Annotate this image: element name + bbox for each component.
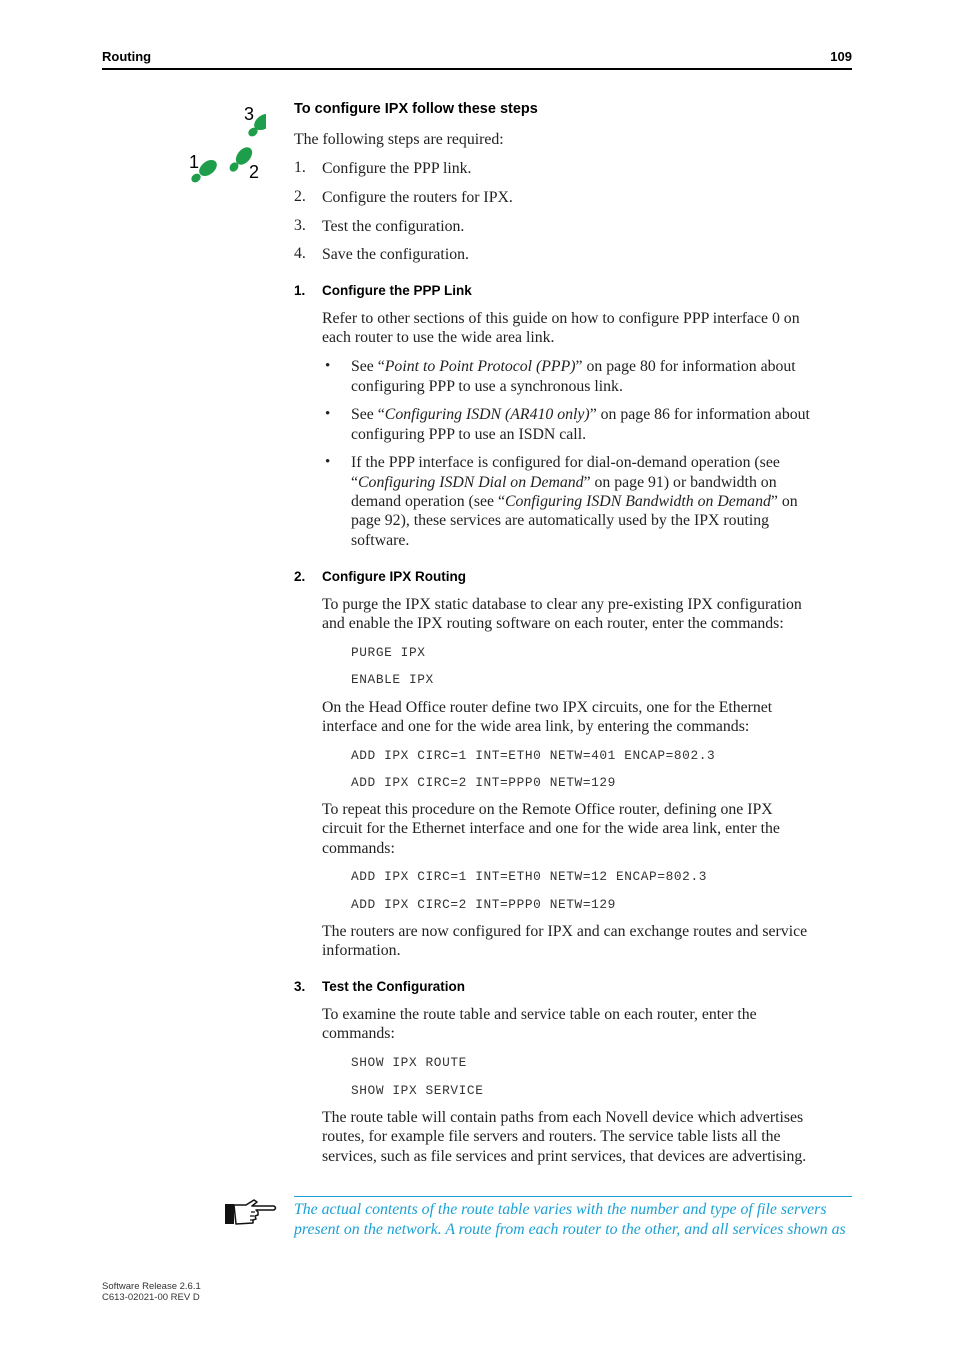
step-label-2: 2: [249, 162, 260, 182]
command-add-ipx-circ: ADD IPX CIRC=2 INT=PPP0 NETW=129: [351, 897, 616, 912]
section-1-para-line: Refer to other sections of this guide on how to configure PPP interface 0 on: [322, 310, 800, 327]
footsteps-icon: [186, 100, 266, 188]
header-rule: [102, 68, 852, 70]
note-rule: [294, 1196, 852, 1197]
step-text: Test the configuration.: [322, 218, 465, 235]
section-2-para-line: On the Head Office router define two IPX circuits, one for the Ethernet: [322, 699, 773, 716]
command-add-ipx-circ: ADD IPX CIRC=1 INT=ETH0 NETW=12 ENCAP=802.3: [351, 869, 708, 884]
section-2-para-line: The routers are now configured for IPX and can exchange routes and service: [322, 923, 808, 940]
section-3-number: 3.: [294, 979, 306, 994]
xref-bandwidth-on-demand: Configuring ISDN Bandwidth on Demand: [504, 493, 771, 510]
command-purge-ipx: PURGE IPX: [351, 645, 426, 660]
bullet-2-line-2: configuring PPP to use an ISDN call.: [351, 426, 587, 443]
procedure-heading: To configure IPX follow these steps: [294, 101, 538, 117]
step-label-3: 3: [244, 104, 255, 124]
step-text: Save the configuration.: [322, 246, 469, 263]
section-2-para-line: and enable the IPX routing software on each router, enter the commands:: [322, 615, 784, 632]
command-enable-ipx: ENABLE IPX: [351, 672, 434, 687]
step-number: 3.: [294, 217, 306, 234]
page-number: 109: [830, 49, 852, 64]
section-1-title: Configure the PPP Link: [322, 283, 472, 298]
step-text: Configure the PPP link.: [322, 160, 472, 177]
section-2-para-line: information.: [322, 942, 401, 959]
step-text: Configure the routers for IPX.: [322, 189, 513, 206]
running-header-section: Routing: [102, 49, 152, 64]
intro-lead: The following steps are required:: [294, 131, 504, 148]
section-2-para-line: To purge the IPX static database to clear any pre-existing IPX configuration: [322, 596, 802, 613]
xref-point-to-point: Point to Point Protocol (PPP): [384, 358, 576, 375]
command-show-ipx-route: SHOW IPX ROUTE: [351, 1055, 467, 1070]
bullet-3-line-3: demand operation (see “Configuring ISDN Bandwidth on Demand” on: [351, 493, 798, 510]
bullet-3-line-4: page 92), these services are automatically used by the IPX routing: [351, 512, 770, 529]
section-2-title: Configure IPX Routing: [322, 569, 466, 584]
section-1-number: 1.: [294, 283, 306, 298]
step-number: 1.: [294, 159, 306, 176]
section-2-para-line: commands:: [322, 840, 395, 857]
section-2-para-line: circuit for the Ethernet interface and one for the wide area link, enter the: [322, 820, 780, 837]
step-number: 4.: [294, 245, 306, 262]
section-2-number: 2.: [294, 569, 306, 584]
step-label-1: 1: [189, 152, 200, 172]
section-3-para-line: routes, for example file servers and routers. The service table lists all the: [322, 1128, 781, 1145]
note-line: The actual contents of the route table varies with the number and type of file servers: [294, 1201, 827, 1218]
section-2-para-line: interface and one for the wide area link, by entering the commands:: [322, 718, 750, 735]
xref-dial-on-demand: Configuring ISDN Dial on Demand: [358, 474, 584, 491]
section-2-para-line: To repeat this procedure on the Remote Office router, defining one IPX: [322, 801, 773, 818]
section-3-para-line: services, such as file services and print services, that devices are advertising.: [322, 1148, 807, 1165]
bullet-dot: •: [325, 454, 331, 470]
note-line: present on the network. A route from each router to the other, and all services shown as: [294, 1221, 846, 1238]
bullet-3-line-2: “Configuring ISDN Dial on Demand” on page 91) or bandwidth on: [351, 474, 777, 491]
command-add-ipx-circ: ADD IPX CIRC=1 INT=ETH0 NETW=401 ENCAP=802.3: [351, 748, 716, 763]
step-number: 2.: [294, 188, 306, 205]
section-3-para-line: commands:: [322, 1025, 395, 1042]
bullet-1-line-2: configuring PPP to use a synchronous link.: [351, 378, 623, 395]
section-3-title: Test the Configuration: [322, 979, 465, 994]
bullet-3-line-1: If the PPP interface is configured for dial-on-demand operation (see: [351, 454, 780, 471]
section-3-para-line: To examine the route table and service table on each router, enter the: [322, 1006, 757, 1023]
section-1-para-line: each router to use the wide area link.: [322, 329, 555, 346]
pointing-hand-icon: [224, 1196, 278, 1228]
xref-configuring-isdn: Configuring ISDN (AR410 only): [384, 406, 590, 423]
bullet-1-line: See “Point to Point Protocol (PPP)” on page 80 for information about: [351, 358, 796, 375]
command-show-ipx-service: SHOW IPX SERVICE: [351, 1083, 484, 1098]
bullet-3-line-5: software.: [351, 532, 410, 549]
section-3-para-line: The route table will contain paths from each Novell device which advertises: [322, 1109, 804, 1126]
bullet-dot: •: [325, 358, 331, 374]
command-add-ipx-circ: ADD IPX CIRC=2 INT=PPP0 NETW=129: [351, 775, 616, 790]
bullet-2-line: See “Configuring ISDN (AR410 only)” on page 86 for information about: [351, 406, 810, 423]
footer-release: Software Release 2.6.1: [102, 1281, 201, 1292]
footer-doc-id: C613-02021-00 REV D: [102, 1292, 200, 1303]
bullet-dot: •: [325, 406, 331, 422]
